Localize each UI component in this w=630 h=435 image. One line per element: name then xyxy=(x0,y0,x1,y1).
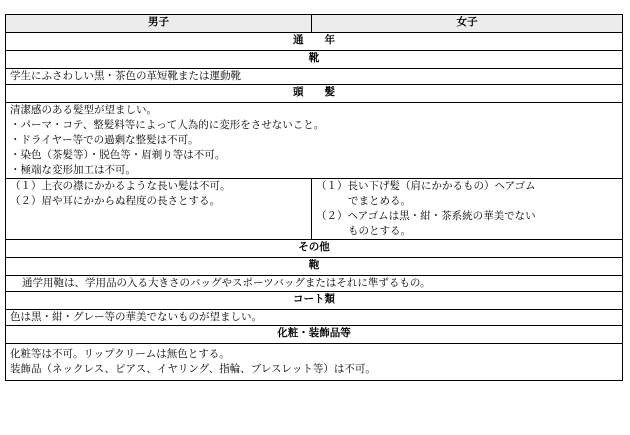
hair-female-line: でまとめる。 xyxy=(348,195,411,207)
hair-male-rules xyxy=(6,179,312,240)
section-all-year: 通 年 xyxy=(6,33,623,51)
dress-code-table xyxy=(5,14,623,381)
coat-rule xyxy=(6,310,623,326)
hair-common-rules xyxy=(6,103,623,179)
hair-common-line: ・パーマ・コテ、整髪料等によって人為的に変形をさせないこと。 xyxy=(10,119,325,131)
header-female: 女子 xyxy=(312,15,623,33)
section-cosmetics: 化粧・装飾品等 xyxy=(6,326,623,344)
shoes-rule xyxy=(6,69,623,85)
hair-common-line: ・染色（茶髪等）・脱色等・眉剃り等は不可。 xyxy=(10,149,226,161)
header-row xyxy=(6,15,623,33)
hair-female-line: （１）長い下げ髪（肩にかかるもの）ヘアゴム xyxy=(316,180,536,192)
hair-common-line: ・ドライヤー等での過剰な整髪は不可。 xyxy=(10,134,199,146)
cosmetics-rules xyxy=(6,344,623,381)
section-hair: 頭 髪 xyxy=(6,85,623,103)
cosmetics-line: 化粧等は不可。リップクリームは無色とする。 xyxy=(10,348,230,360)
bag-text: 通学用鞄は、学用品の入る大きさのバッグやスポーツバッグまたはそれに準ずるもの。 xyxy=(22,277,431,289)
cosmetics-line: 装飾品（ネックレス、ピアス、イヤリング、指輪、ブレスレット等）は不可。 xyxy=(10,363,376,375)
hair-female-line: （２）ヘアゴムは黒・紺・茶系統の華美でない xyxy=(316,210,536,222)
section-coat: コート類 xyxy=(6,292,623,310)
coat-text: 色は黒・紺・グレー等の華美でないものが望ましい。 xyxy=(10,311,262,323)
hair-female-line: ものとする。 xyxy=(348,225,411,237)
section-bag: 鞄 xyxy=(6,258,623,276)
hair-male-line: （１）上衣の襟にかかるような長い髪は不可。 xyxy=(10,180,231,192)
header-male: 男子 xyxy=(6,15,312,33)
hair-female-rules xyxy=(312,179,623,240)
bag-rule xyxy=(6,276,623,292)
section-shoes: 靴 xyxy=(6,51,623,69)
hair-common-line: ・極端な変形加工は不可。 xyxy=(10,164,136,176)
shoes-text: 学生にふさわしい黒・茶色の革短靴または運動靴 xyxy=(10,70,241,82)
hair-common-line: 清潔感のある髪型が望ましい。 xyxy=(10,104,157,116)
hair-male-line: （２）眉や耳にかからぬ程度の長さとする。 xyxy=(10,195,220,207)
section-other: その他 xyxy=(6,240,623,258)
